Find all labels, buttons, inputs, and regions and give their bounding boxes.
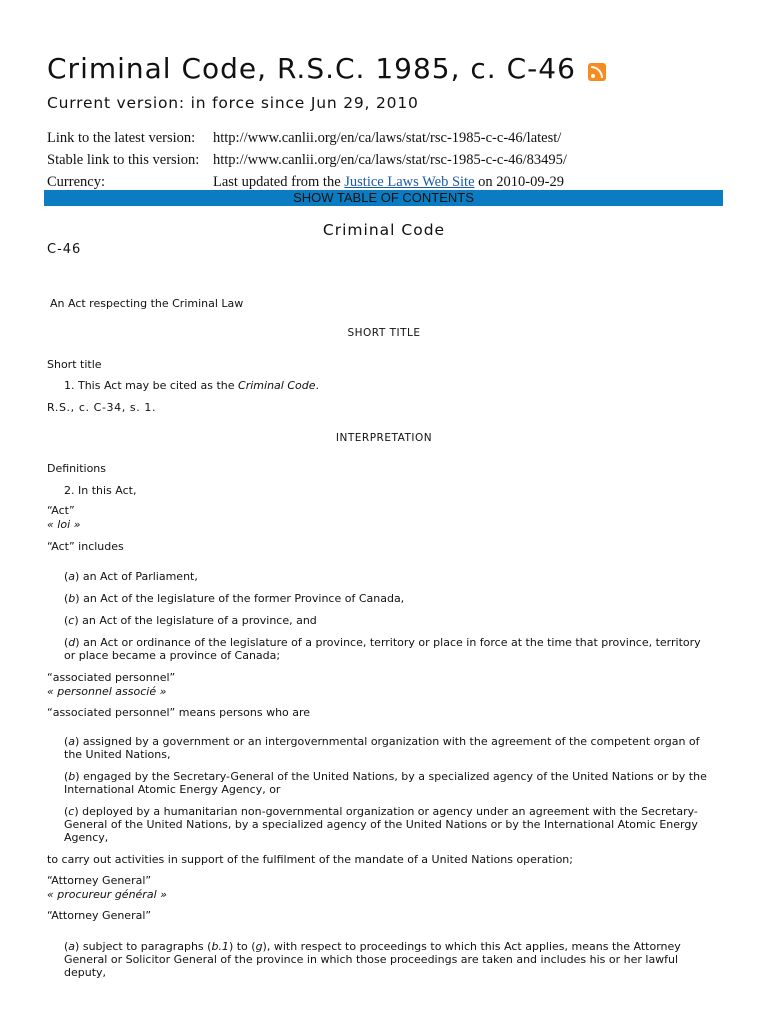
section-1-history: R.S., c. C-34, s. 1.	[47, 401, 157, 414]
def-term-ag: “Attorney General”	[47, 874, 152, 887]
def-french-ag: « procureur général »	[47, 888, 167, 901]
ag-item-a-post: ), with respect to proceedings to which this Act applies, means the Attorney General or Solicitor General of the province in which those proceedings are taken and includes his or her lawful deputy,	[64, 940, 681, 979]
act-item-b-text: an Act of the legislature of the former Province of Canada,	[79, 592, 405, 605]
short-title-heading: SHORT TITLE	[347, 327, 421, 339]
def-term-personnel: “associated personnel”	[47, 671, 176, 684]
chapter-number: C-46	[47, 242, 82, 257]
def-lead-ag: “Attorney General”	[47, 909, 152, 922]
long-title: An Act respecting the Criminal Law	[50, 297, 244, 310]
personnel-item-b-label: b	[68, 770, 76, 783]
page-title: Criminal Code, R.S.C. 1985, c. C-46	[47, 52, 576, 85]
section-1-text: 1. This Act may be cited as the	[64, 379, 239, 392]
ag-item-a-mid: ) to (	[228, 940, 256, 953]
ag-item-a-ref2: g	[255, 940, 263, 953]
latest-version-label: Link to the latest version:	[47, 130, 196, 146]
document-name: Criminal Code	[322, 221, 446, 239]
def-lead-act	[47, 540, 124, 553]
personnel-item-b: (b) engaged by the Secretary-General of the United Nations, by a specialized agency of the United Nations or by the International Atomic Energy Agency, or	[64, 770, 707, 796]
act-item-d-text: an Act or ordinance of the legislature of a province, territory or place in force at the time that province, territory or place became a province of Canada;	[64, 636, 701, 662]
section-1	[64, 379, 319, 392]
act-item-d: (d) an Act or ordinance of the legislature of a province, territory or place in force at the time that province, territory or place became a province of Canada;	[64, 636, 701, 662]
def-lead-act-text: “Act” includes	[47, 540, 124, 553]
personnel-item-a-text: assigned by a government or an intergovernmental organization with the agreement of the competent organ of the United Nations,	[64, 735, 700, 761]
rss-feed-icon[interactable]	[588, 63, 606, 81]
stable-link-label: Stable link to this version:	[47, 152, 200, 168]
latest-version-url[interactable]: http://www.canlii.org/en/ca/laws/stat/rsc-1985-c-c-46/latest/	[213, 130, 562, 146]
ag-item-a: (a) subject to paragraphs (b.1) to (g), with respect to proceedings to which this Act applies, means the Attorney General or Solicitor General of the province in which those proceedings are taken and includes his or her lawful deputy,	[64, 940, 681, 979]
currency-suffix: on 2010-09-29	[474, 174, 564, 190]
def-lead-personnel: “associated personnel” means persons who are	[47, 706, 311, 719]
act-item-a-text: an Act of Parliament,	[79, 570, 198, 583]
title-row	[47, 52, 606, 85]
personnel-item-b-text: engaged by the Secretary-General of the United Nations, by a specialized agency of the United Nations or by the International Atomic Energy Agency, or	[64, 770, 707, 796]
def-french-personnel: « personnel associé »	[47, 685, 167, 698]
show-toc-button[interactable]: SHOW TABLE OF CONTENTS	[44, 190, 723, 206]
stable-link-url[interactable]: http://www.canlii.org/en/ca/laws/stat/rsc-1985-c-c-46/83495/	[213, 152, 567, 168]
personnel-tail: to carry out activities in support of the fulfilment of the mandate of a United Nations operation;	[47, 853, 573, 866]
justice-laws-link[interactable]: Justice Laws Web Site	[344, 174, 475, 190]
act-item-c-label: c	[68, 614, 75, 627]
act-item-a: (a) an Act of Parliament,	[64, 570, 198, 583]
currency-label: Currency:	[47, 174, 105, 190]
section-2: 2. In this Act,	[64, 484, 137, 497]
latest-version-row	[47, 127, 567, 149]
act-item-a-label: a	[68, 570, 76, 583]
ag-item-a-ref1: b.1	[211, 940, 229, 953]
section-1-end: .	[315, 379, 320, 392]
act-item-b-label: b	[68, 592, 76, 605]
definitions-note: Definitions	[47, 462, 106, 475]
metadata-block	[47, 127, 567, 193]
ag-item-a-label: a	[68, 940, 76, 953]
act-item-b: (b) an Act of the legislature of the former Province of Canada,	[64, 592, 405, 605]
personnel-item-c-label: c	[68, 805, 75, 818]
personnel-item-c: (c) deployed by a humanitarian non-governmental organization or agency under an agreement with the Secretary-General of the United Nations, by a specialized agency of the United Nations or by the International Atomic Energy Agency,	[64, 805, 698, 844]
ag-item-a-pre: subject to paragraphs (	[79, 940, 212, 953]
def-french-act: « loi »	[47, 518, 81, 531]
section-1-italic: Criminal Code	[238, 379, 316, 392]
def-term-act: “Act”	[47, 504, 75, 517]
personnel-item-a-label: a	[68, 735, 76, 748]
act-item-c: (c) an Act of the legislature of a province, and	[64, 614, 317, 627]
personnel-item-a: (a) assigned by a government or an intergovernmental organization with the agreement of the competent organ of the United Nations,	[64, 735, 700, 761]
act-item-d-label: d	[68, 636, 76, 649]
stable-link-row	[47, 149, 567, 171]
version-subtitle: Current version: in force since Jun 29, 2010	[47, 94, 419, 112]
act-item-c-text: an Act of the legislature of a province, and	[78, 614, 317, 627]
currency-prefix: Last updated from the	[213, 174, 345, 190]
interpretation-heading: INTERPRETATION	[335, 432, 433, 444]
personnel-item-c-text: deployed by a humanitarian non-governmental organization or agency under an agreement with the Secretary-General of the United Nations, by a specialized agency of the United Nations or by the International Atomic Energy Agency,	[64, 805, 698, 844]
short-title-note: Short title	[47, 358, 102, 371]
